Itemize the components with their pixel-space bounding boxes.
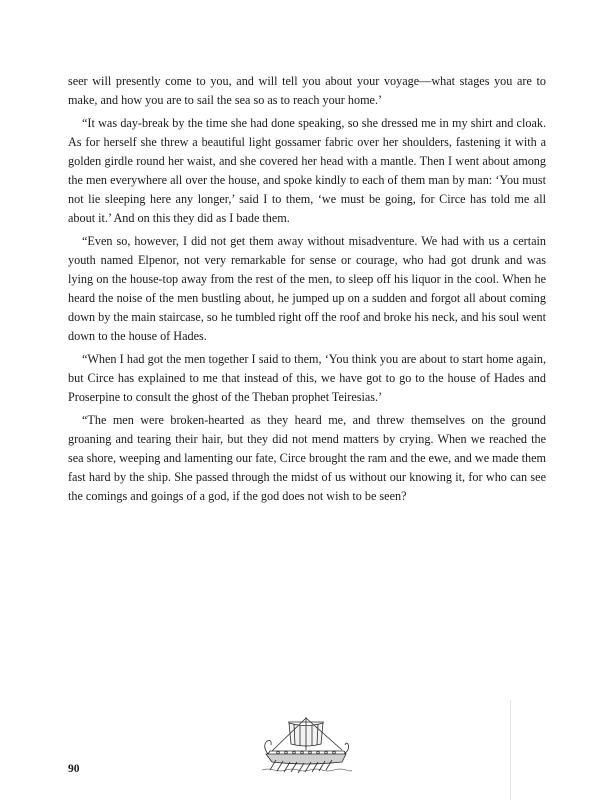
paragraph: “When I had got the men together I said to them, ‘You think you are about to start home again, but Circe has explained to me that instead of this, we have got to go to the house of Hades and Proserpine to consult the ghost of the Theban prophet Teiresias.’ [68,352,546,404]
paragraph: “Even so, however, I did not get them away without misadventure. We had with us a certain youth named Elpenor, not very remarkable for sense or courage, who had got drunk and was lying on the house-top away from the rest of the men, to sleep off his liquor in the cool. When he heard the noise of the men bustling about, he jumped up on a sudden and forgot all about coming down by the main staircase, so he tumbled right off the roof and broke his neck, and his soul went down to the house of Hades. [68,234,546,343]
paragraph: “The men were broken-hearted as they heard me, and threw themselves on the ground groaning and tearing their hair, but they did not mend matters by crying. When we reached the sea shore, weeping and lamenting our fate, Circe brought the ram and the ewe, and we made them fast hard by the ship. She passed through the midst of us without our knowing it, for who can see the comings and goings of a god, if the god does not wish to be seen? [68,413,546,503]
body-text [68,72,546,510]
page-edge-divider [510,700,511,800]
paragraph-continued: seer will presently come to you, and will tell you about your voyage—what stages you are to make, and how you are to sail the sea so as to reach your home.’ [68,74,546,107]
page-number: 90 [68,763,80,775]
ancient-ship-icon [258,714,354,774]
paragraph: “It was day-break by the time she had done speaking, so she dressed me in my shirt and cloak. As for herself she threw a beautiful light gossamer fabric over her shoulders, fastening it with a golden girdle round her waist, and she covered her head with a mantle. Then I went about among the men everywhere all over the house, and spoke kindly to each of them man by man: ‘You must not lie sleeping here any longer,’ said I to them, ‘we must be going, for Circe has told me all about it.’ And on this they did as I bade them. [68,116,546,225]
